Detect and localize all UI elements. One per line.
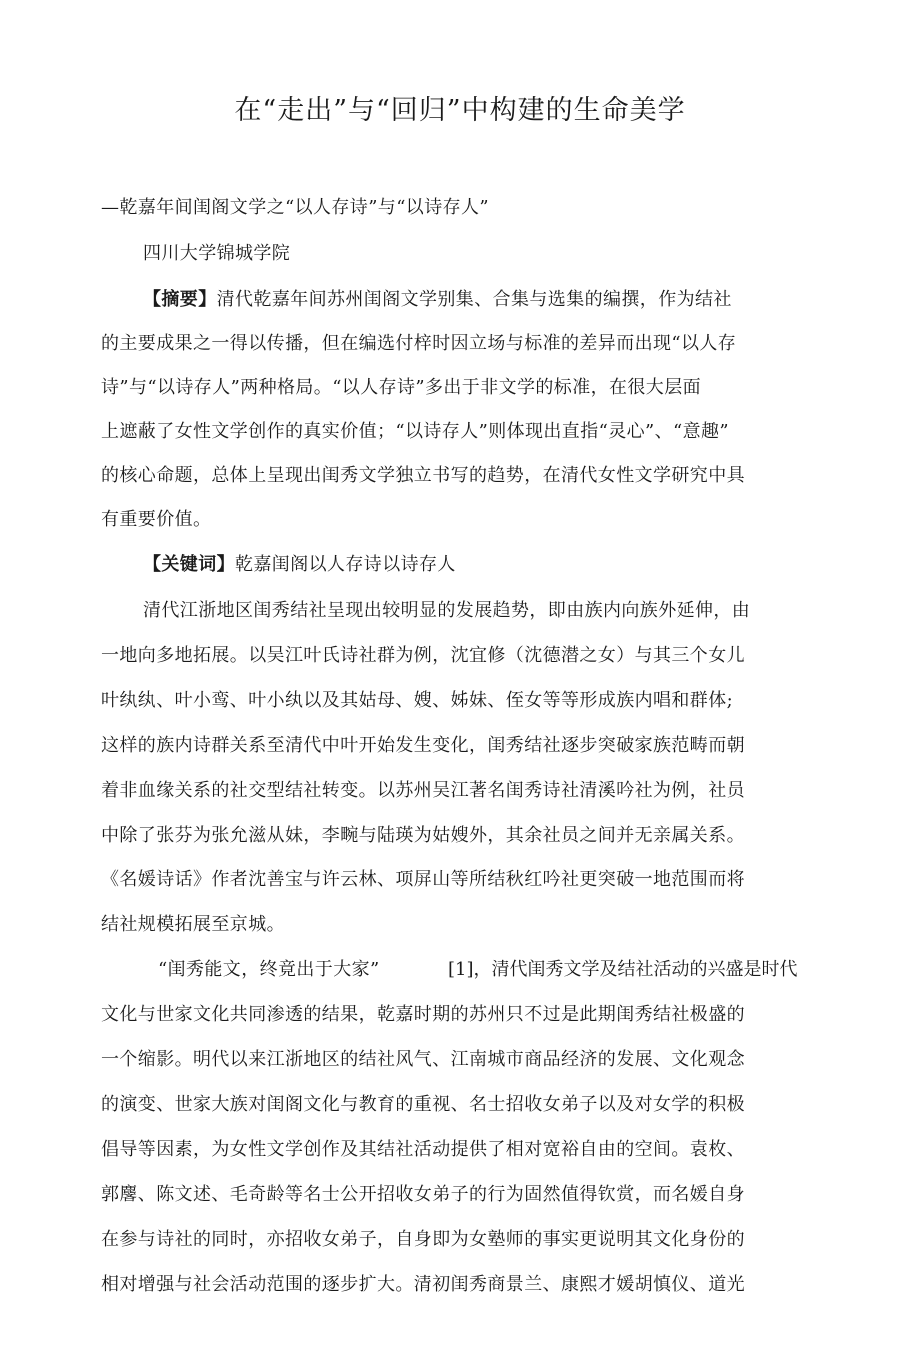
- abstract-text: 清代乾嘉年间苏州闺阁文学别集、合集与选集的编撰，作为结社: [216, 289, 732, 310]
- body-line: 清代江浙地区闺秀结社呈现出较明显的发展趋势，即由族内向族外延伸，由: [143, 600, 751, 621]
- citation-text: [1]，清代闺秀文学及结社活动的兴盛是时代: [448, 959, 798, 980]
- keywords-text: 乾嘉闺阁以人存诗以诗存人: [235, 554, 456, 575]
- body-line: 的演变、世家大族对闺阁文化与教育的重视、名士招收女弟子以及对女学的积极: [101, 1094, 745, 1115]
- body-line: 中除了张芬为张允滋从妹，李畹与陆瑛为姑嫂外，其余社员之间并无亲属关系。: [101, 825, 745, 846]
- abstract-first-line: [143, 288, 732, 312]
- quote-text: “闺秀能文，终竟出于大家”: [158, 959, 380, 980]
- abstract-line: 的主要成果之一得以传播，但在编选付梓时因立场与标准的差异而出现“以人存: [101, 333, 737, 354]
- body-line: 一个缩影。明代以来江浙地区的结社风气、江南城市商品经济的发展、文化观念: [101, 1049, 745, 1070]
- author-affiliation: 四川大学锦城学院: [143, 243, 291, 264]
- body-line: 叶纨纨、叶小鸾、叶小纨以及其姑母、嫂、姊妹、侄女等等形成族内唱和群体;: [101, 690, 734, 711]
- body-line: 《名媛诗话》作者沈善宝与许云林、项屏山等所结秋红吟社更突破一地范围而将: [101, 869, 745, 890]
- abstract-line: 的核心命题，总体上呈现出闺秀文学独立书写的趋势，在清代女性文学研究中具: [101, 465, 745, 486]
- body-line: 这样的族内诗群关系至清代中叶开始发生变化，闺秀结社逐步突破家族范畴而朝: [101, 735, 745, 756]
- keywords-line: [143, 553, 456, 577]
- abstract-line: 上遮蔽了女性文学创作的真实价值；“以诗存人”则体现出直指“灵心”、“意趣”: [101, 421, 730, 442]
- paper-subtitle: —乾嘉年间闺阁文学之“以人存诗”与“以诗存人”: [101, 197, 490, 218]
- body-line: 着非血缘关系的社交型结社转变。以苏州吴江著名闺秀诗社清溪吟社为例，社员: [101, 780, 745, 801]
- body-line: 郭麐、陈文述、毛奇龄等名士公开招收女弟子的行为固然值得钦赏，而名媛自身: [101, 1184, 745, 1205]
- body-line: 文化与世家文化共同渗透的结果，乾嘉时期的苏州只不过是此期闺秀结社极盛的: [101, 1004, 745, 1025]
- abstract-line: 有重要价值。: [101, 509, 212, 530]
- body-line: 在参与诗社的同时，亦招收女弟子，自身即为女塾师的事实更说明其文化身份的: [101, 1229, 745, 1250]
- body-line: 相对增强与社会活动范围的逐步扩大。清初闺秀商景兰、康熙才媛胡慎仪、道光: [101, 1274, 745, 1295]
- body-line: 结社规模拓展至京城。: [101, 914, 285, 935]
- abstract-label: 【摘要】: [143, 289, 217, 310]
- keywords-label: 【关键词】: [143, 554, 235, 575]
- body-line: 一地向多地拓展。以吴江叶氏诗社群为例，沈宜修（沈德潜之女）与其三个女儿: [101, 645, 745, 666]
- body-line: 倡导等因素，为女性文学创作及其结社活动提供了相对宽裕自由的空间。袁枚、: [101, 1139, 745, 1160]
- paper-title: 在“走出”与“回归”中构建的生命美学: [234, 95, 686, 126]
- abstract-line: 诗”与“以诗存人”两种格局。“以人存诗”多出于非文学的标准，在很大层面: [101, 377, 702, 398]
